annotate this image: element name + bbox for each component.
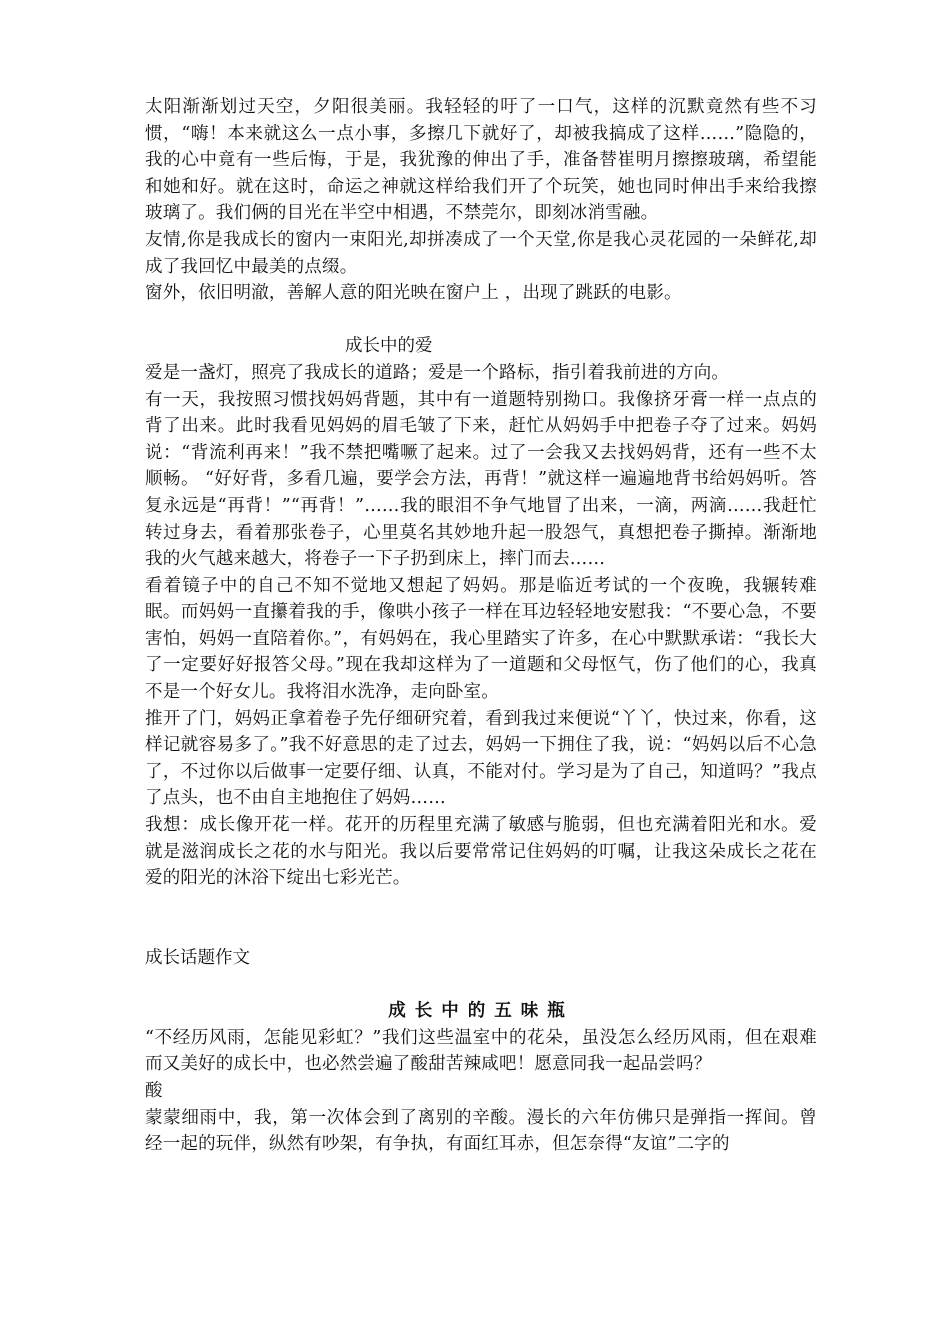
paragraph: “不经历风雨，怎能见彩虹？”我们这些温室中的花朵，虽没怎么经历风雨，但在艰难而又美好的成长中，也必然尝遍了酸甜苦辣咸吧！愿意同我一起品尝吗？ bbox=[145, 1027, 817, 1075]
paragraph: 窗外，依旧明澈，善解人意的阳光映在窗户上 ，出现了跳跃的电影。 bbox=[145, 283, 682, 304]
paragraph: 太阳渐渐划过天空，夕阳很美丽。我轻轻的吁了一口气，这样的沉默竟然有些不习惯，“嗨！本来就这么一点小事，多擦几下就好了，却被我搞成了这样……”隐隐的，我的心中竟有一些后悔，于是，我犹豫的伸出了手，准备替崔明月擦擦玻璃，希望能和她和好。就在这时，命运之神就这样给我们开了个玩笑，她也同时伸出手来给我擦玻璃了。我们俩的目光在半空中相遇，不禁莞尔，即刻冰消雪融。 bbox=[145, 97, 817, 224]
sub-heading: 酸 bbox=[145, 1080, 163, 1101]
paragraph: 我想：成长像开花一样。花开的历程里充满了敏感与脆弱，但也充满着阳光和水。爱就是滋润成长之花的水与阳光。我以后要常常记住妈妈的叮嘱，让我这朵成长之花在爱的阳光的沐浴下绽出七彩光芒。 bbox=[145, 815, 817, 889]
blank-line bbox=[145, 307, 817, 334]
paragraph: 爱是一盏灯，照亮了我成长的道路；爱是一个路标，指引着我前进的方向。 bbox=[145, 362, 730, 383]
document-page bbox=[145, 94, 817, 1158]
paragraph: 看着镜子中的自己不知不觉地又想起了妈妈。那是临近考试的一个夜晚，我辗转难眠。而妈妈一直攥着我的手，像哄小孩子一样在耳边轻轻地安慰我：“不要心急，不要害怕，妈妈一直陪着你。”，有妈妈在，我心里踏实了许多，在心中默默承诺：“我长大了一定要好好报答父母。”现在我却这样为了一道题和父母怄气，伤了他们的心，我真不是一个好女儿。我将泪水洗净，走向卧室。 bbox=[145, 575, 817, 703]
paragraph: 友情,你是我成长的窗内一束阳光,却拼凑成了一个天堂,你是我心灵花园的一朵鲜花,却成了我回忆中最美的点缀。 bbox=[145, 229, 817, 277]
paragraph: 推开了门，妈妈正拿着卷子先仔细研究着，看到我过来便说“丫丫，快过来，你看，这样记就容易多了。”我不好意思的走了过去，妈妈一下拥住了我，说：“妈妈以后不心急了，不过你以后做事一定要仔细、认真，不能对付。学习是为了自己，知道吗？”我点了点头，也不由自主地抱住了妈妈…… bbox=[145, 708, 817, 809]
section-title: 成长中的爱 bbox=[345, 336, 433, 357]
blank-line bbox=[145, 972, 817, 999]
blank-lines bbox=[145, 892, 817, 945]
section-heading: 成长话题作文 bbox=[145, 948, 250, 968]
essay-title: 成长中的五味瓶 bbox=[388, 1001, 574, 1022]
paragraph: 有一天，我按照习惯找妈妈背题，其中有一道题特别拗口。我像挤牙膏一样一点点的背了出来。此时我看见妈妈的眉毛皱了下来，赶忙从妈妈手中把卷子夺了过来。妈妈说：“背流利再来！”我不禁把嘴噘了起来。过了一会我又去找妈妈背，还有一些不太顺畅。 “好好背，多看几遍，要学会方法，再背！”就这样一遍遍地背书给妈妈听。答复永远是“再背！”“再背！”……我的眼泪不争气地冒了出来，一滴，两滴……我赶忙转过身去，看着那张卷子，心里莫名其妙地升起一股怨气，真想把卷子撕掉。渐渐地我的火气越来越大，将卷子一下子扔到床上，摔门而去…… bbox=[145, 389, 817, 570]
paragraph: 蒙蒙细雨中，我，第一次体会到了离别的辛酸。漫长的六年仿佛只是弹指一挥间。曾经一起的玩伴，纵然有吵架，有争执，有面红耳赤，但怎奈得“友谊”二字的 bbox=[145, 1107, 817, 1155]
